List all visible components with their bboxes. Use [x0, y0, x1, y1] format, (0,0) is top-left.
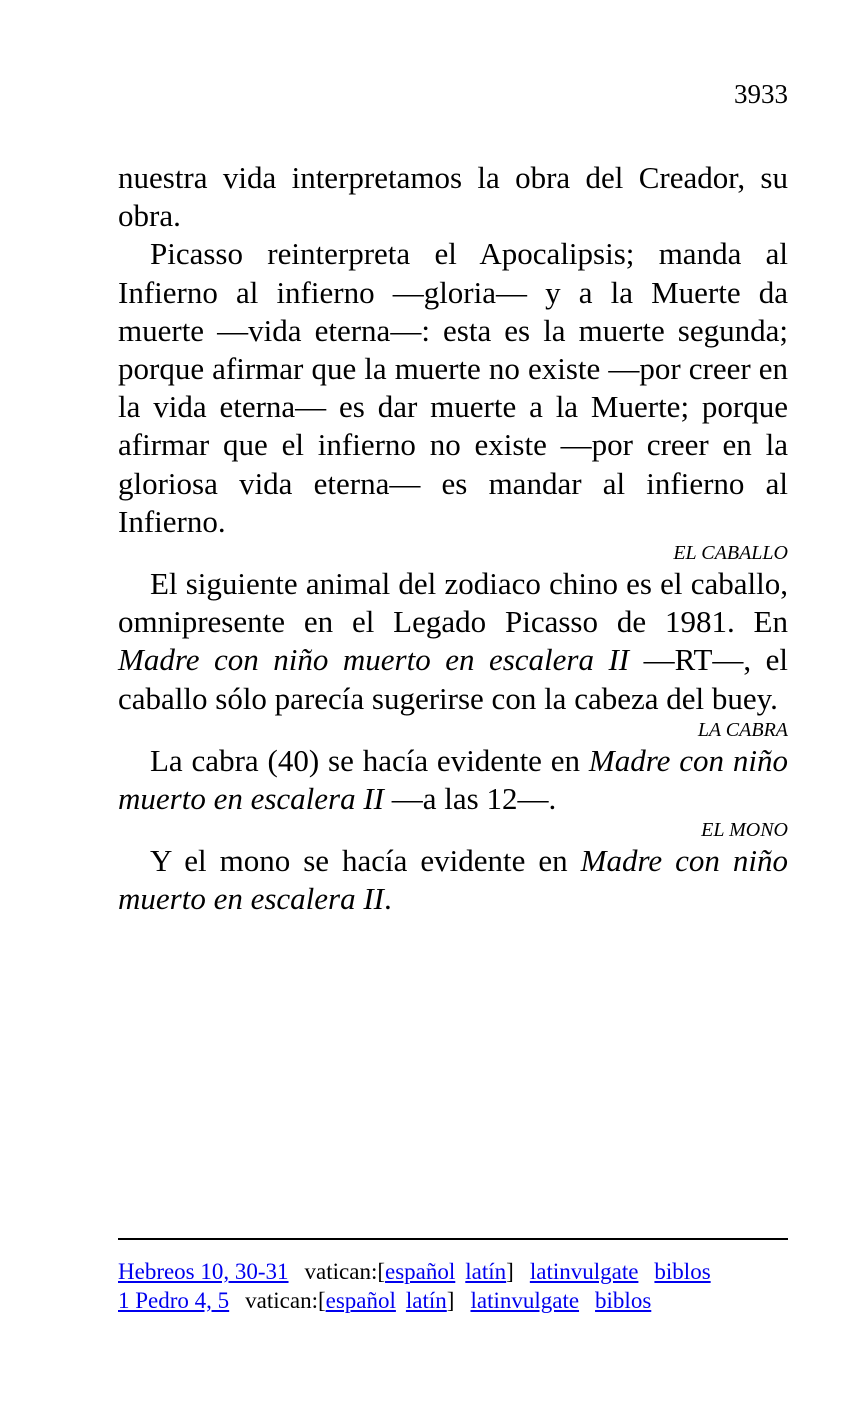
paragraph: nuestra vida interpretamos la obra del Creador, su obra.: [118, 160, 788, 234]
artwork-title: Madre con niño muerto en escalera II: [118, 642, 630, 678]
section-heading-cabra: LA CABRA: [697, 718, 788, 741]
text-run: .: [384, 881, 392, 917]
text-run: —RT—, el caballo sólo parecía sugerirse con la cabeza del buey.: [118, 642, 788, 716]
paragraph: [118, 842, 788, 918]
biblos-link[interactable]: biblos: [595, 1288, 652, 1313]
latinvulgate-link[interactable]: latinvulgate: [529, 1259, 639, 1284]
text-run: Y el mono se hacía evidente en: [150, 843, 581, 879]
footnote-divider: [118, 1238, 788, 1240]
paragraph: [118, 565, 788, 718]
reference-line: [118, 1257, 711, 1286]
vatican-label: vatican:[: [304, 1259, 386, 1284]
page-number: 3933: [734, 79, 788, 109]
vatican-latin-link[interactable]: latín: [465, 1259, 507, 1284]
paragraph: Picasso reinterpreta el Apocalipsis; manda al Infierno al infierno —gloria— y a la Muerte da muerte —vida eterna—: esta es la muerte segunda; porque afirmar que la muerte no existe —por creer en la vida eterna— es dar muerte a la Muerte; porque afirmar que el infierno no existe —por creer en la gloriosa vida eterna— es mandar al infierno al Infierno.: [118, 236, 788, 539]
paragraph: [118, 742, 788, 818]
vatican-espanol-link[interactable]: español: [325, 1288, 396, 1313]
bracket-close: ]: [446, 1288, 455, 1313]
bracket-close: ]: [506, 1259, 514, 1284]
text-run: La cabra (40) se hacía evidente en: [150, 742, 589, 778]
vatican-latin-link[interactable]: latín: [405, 1288, 447, 1313]
artwork-title: Madre con niño muerto en escalera II: [118, 843, 788, 917]
bible-references: [118, 1257, 711, 1315]
reference-line: [118, 1286, 711, 1315]
citation-link[interactable]: Hebreos 10, 30-31: [118, 1259, 289, 1284]
vatican-label: vatican:[: [245, 1288, 326, 1313]
section-heading-caballo: EL CABALLO: [673, 542, 788, 565]
text-run: —a las 12—.: [384, 781, 557, 817]
biblos-link[interactable]: biblos: [654, 1259, 711, 1284]
citation-link[interactable]: 1 Pedro 4, 5: [118, 1288, 230, 1313]
latinvulgate-link[interactable]: latinvulgate: [470, 1288, 580, 1313]
text-run: El siguiente animal del zodiaco chino es el caballo, omnipresente en el Legado Picasso de 1981. En: [118, 566, 788, 640]
artwork-title: Madre con niño muerto en escalera II: [118, 742, 789, 817]
vatican-espanol-link[interactable]: español: [385, 1259, 456, 1284]
main-text: [118, 159, 788, 919]
section-heading-mono: EL MONO: [701, 819, 788, 842]
